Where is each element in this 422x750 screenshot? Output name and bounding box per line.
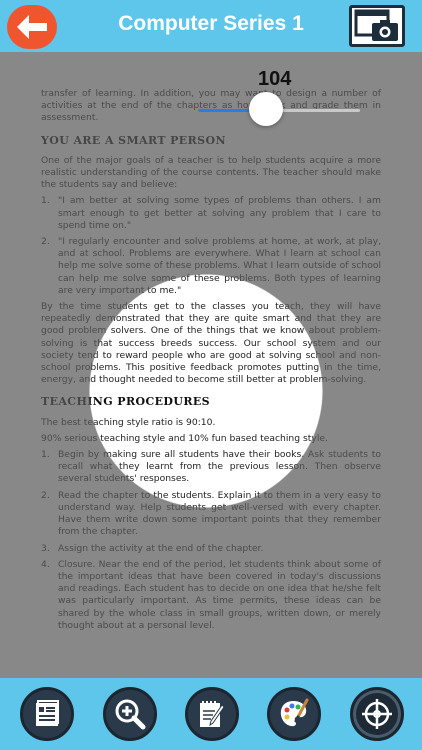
back-arrow-icon	[15, 13, 49, 41]
book-index-icon	[31, 698, 63, 730]
top-bar	[0, 0, 422, 52]
screenshot-button[interactable]	[349, 5, 405, 47]
app-title: Computer Series 1	[118, 12, 304, 35]
book-page[interactable]	[0, 52, 422, 678]
zoom-slider-handle[interactable]	[249, 92, 283, 126]
zoom-level-readout: 104	[258, 68, 292, 90]
bottom-toolbar	[0, 678, 422, 750]
magnifier-plus-icon	[113, 697, 147, 731]
notes-button[interactable]	[185, 687, 239, 741]
contents-button[interactable]	[20, 687, 74, 741]
notepad-pencil-icon	[195, 697, 229, 731]
spotlight-button[interactable]	[350, 687, 404, 741]
back-button[interactable]	[7, 5, 57, 49]
crosshair-icon	[359, 696, 395, 732]
zoom-button[interactable]	[103, 687, 157, 741]
paint-button[interactable]	[267, 687, 321, 741]
screenshot-camera-icon	[352, 8, 402, 44]
spotlight-overlay[interactable]	[0, 52, 422, 678]
palette-brush-icon	[277, 697, 311, 731]
